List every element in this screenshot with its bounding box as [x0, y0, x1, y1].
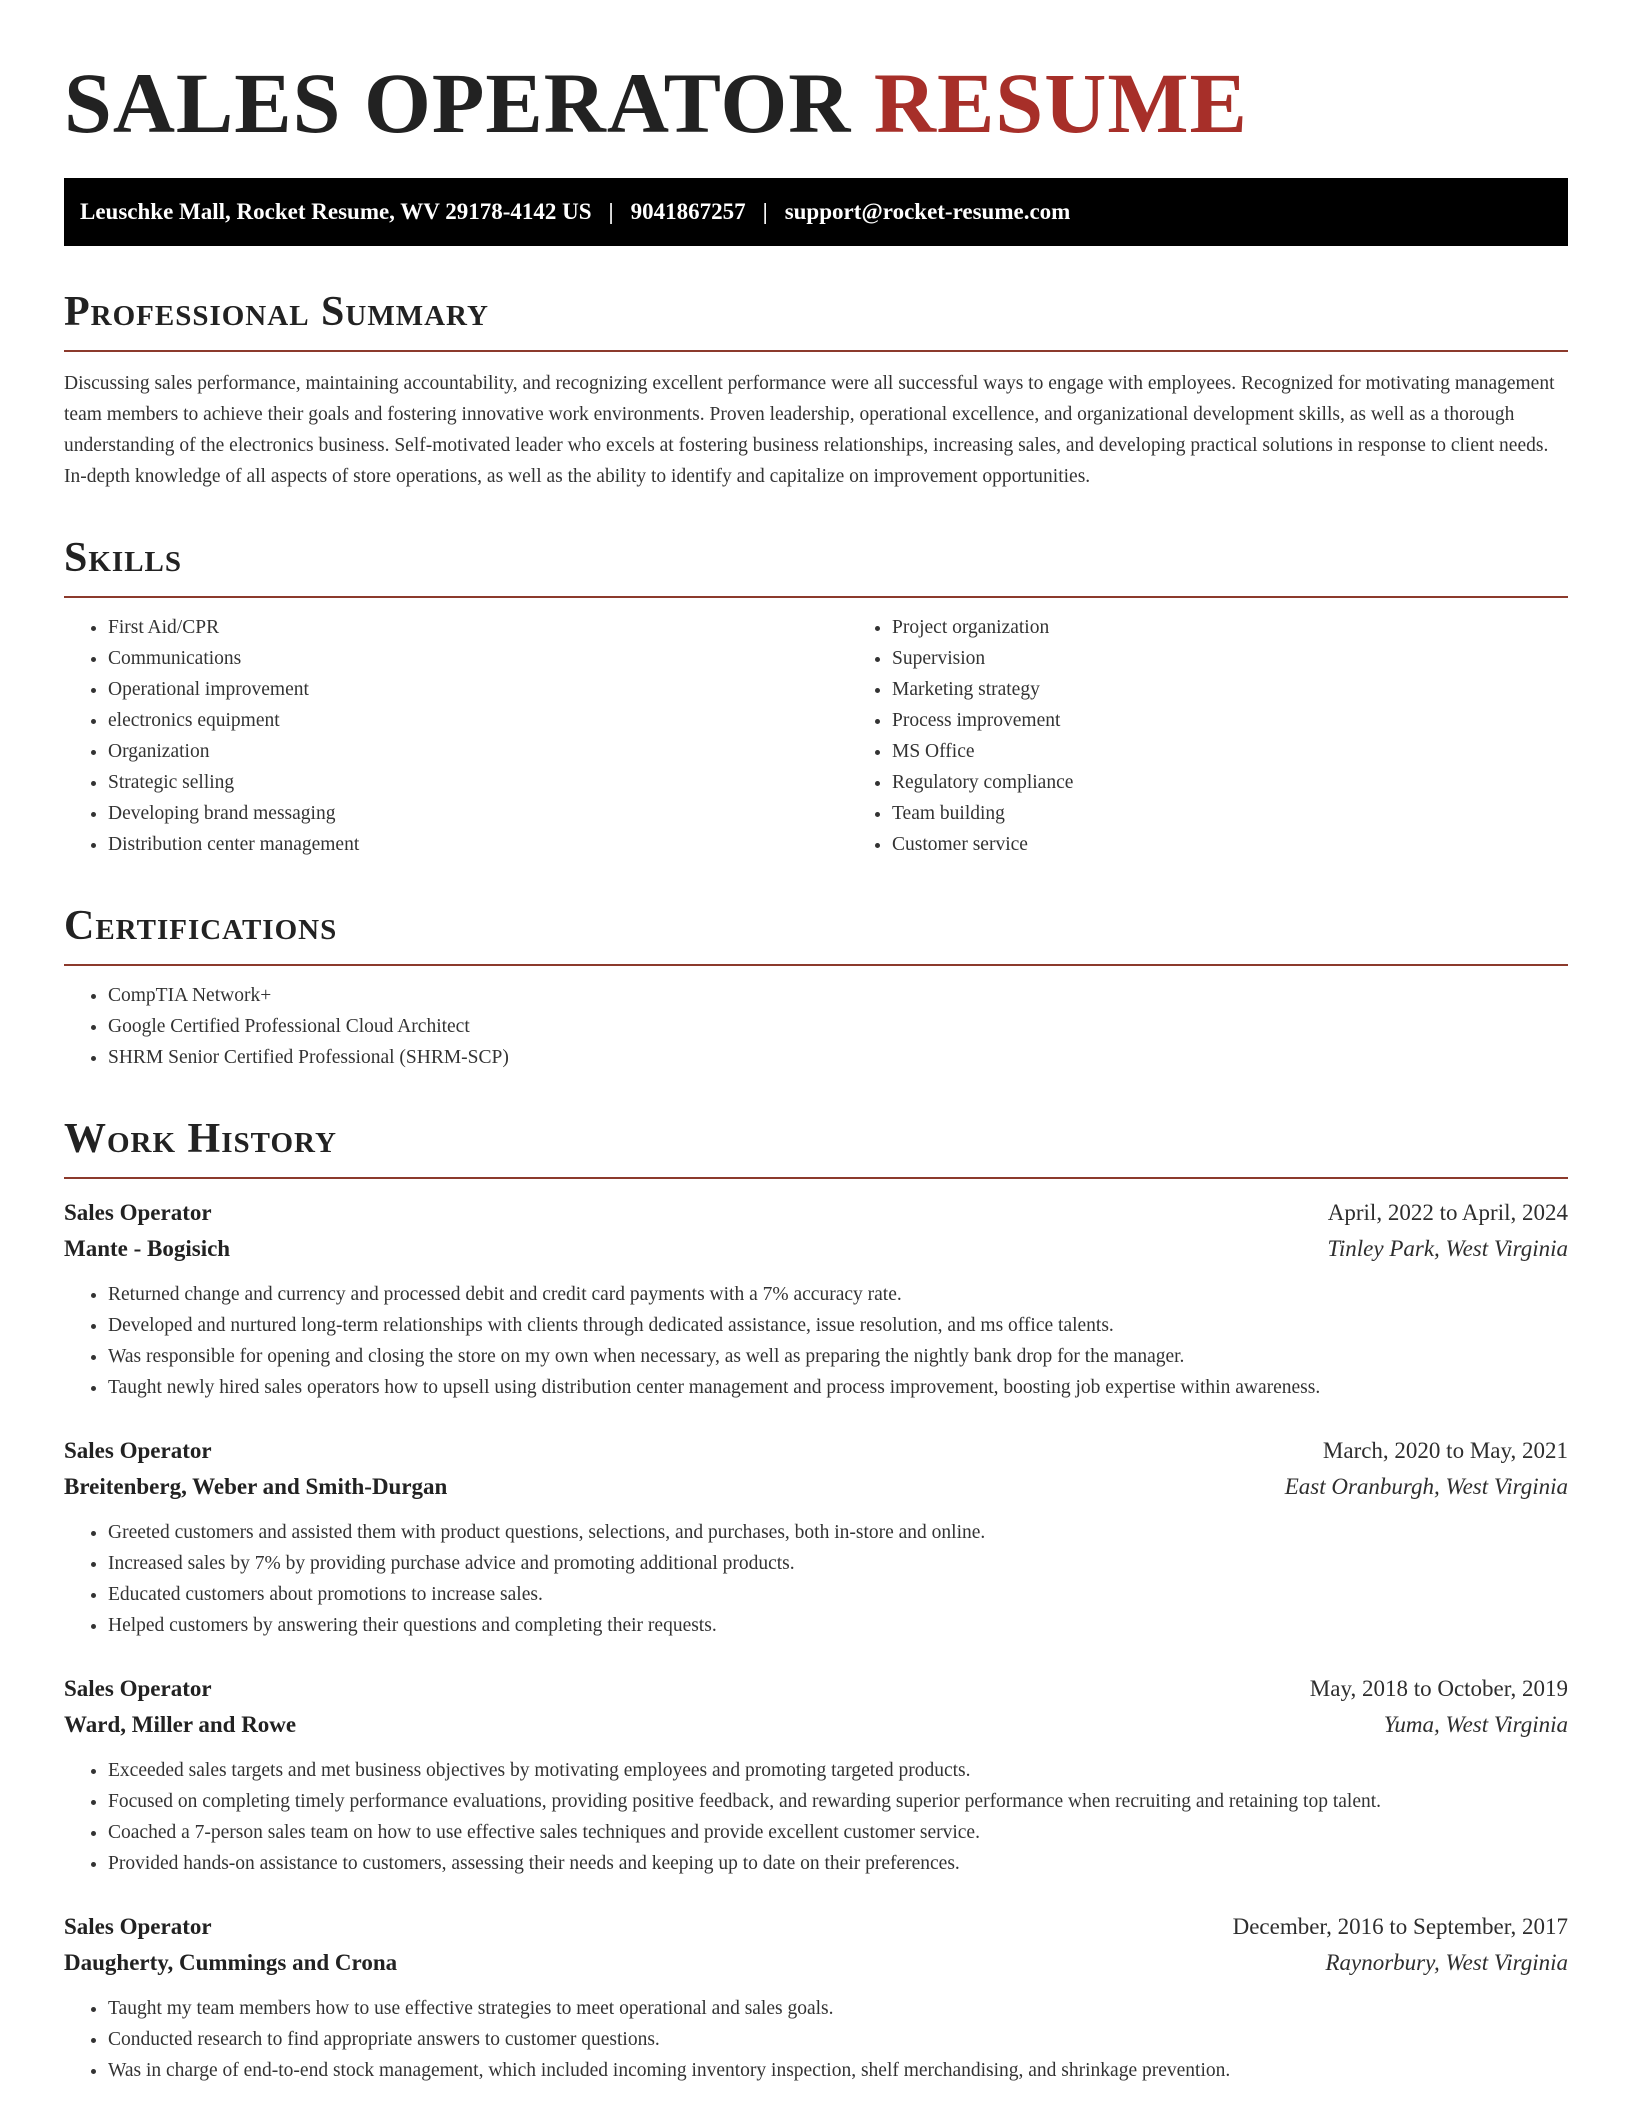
skill-item: • Communications [108, 643, 848, 674]
job-dates: December, 2016 to September, 2017 [1232, 1914, 1568, 1939]
skill-item: • Supervision [892, 643, 1568, 674]
job-bullet: • Taught newly hired sales operators how to upsell using distribution center management and process improvement, boosting job expertise within awareness. [108, 1372, 1568, 1403]
job-bullet: • Coached a 7-person sales team on how to use effective sales techniques and provide excellent customer service. [108, 1817, 1568, 1848]
certifications-heading: Certifications [64, 900, 1568, 966]
job-header-row [64, 1195, 1568, 1231]
job-bullet: • Exceeded sales targets and met business objectives by motivating employees and promoting targeted products. [108, 1755, 1568, 1786]
job-company: Daugherty, Cummings and Crona [64, 1950, 398, 1975]
title-main: SALES OPERATOR [64, 55, 852, 151]
job-dates: March, 2020 to May, 2021 [1322, 1438, 1568, 1463]
work-history-section [64, 1113, 1568, 2086]
job-title: Sales Operator [64, 1200, 212, 1225]
summary-section [64, 286, 1568, 492]
job-location: East Oranburgh, West Virginia [1284, 1474, 1568, 1499]
job-bullet: • Educated customers about promotions to increase sales. [108, 1579, 1568, 1610]
job-dates: April, 2022 to April, 2024 [1327, 1200, 1568, 1225]
job-entry [64, 1671, 1568, 1879]
skill-item: • Marketing strategy [892, 674, 1568, 705]
summary-heading: Professional Summary [64, 286, 1568, 352]
skills-heading: Skills [64, 532, 1568, 598]
job-bullet-list [64, 1517, 1568, 1641]
job-header-row [64, 1671, 1568, 1707]
work-history-heading: Work History [64, 1113, 1568, 1179]
job-dates: May, 2018 to October, 2019 [1309, 1676, 1568, 1701]
skill-item: • Regulatory compliance [892, 767, 1568, 798]
job-company-row [64, 1707, 1568, 1743]
skill-item: • Strategic selling [108, 767, 848, 798]
contact-bar [64, 178, 1568, 246]
job-company-row [64, 1945, 1568, 1981]
job-title: Sales Operator [64, 1676, 212, 1701]
skill-item: • Customer service [892, 829, 1568, 860]
title-accent: RESUME [873, 55, 1248, 151]
skill-item: • Process improvement [892, 705, 1568, 736]
job-bullet: • Was in charge of end-to-end stock management, which included incoming inventory inspection, shelf merchandising, and shrinkage prevention. [108, 2055, 1568, 2086]
job-title: Sales Operator [64, 1914, 212, 1939]
skill-item: • Developing brand messaging [108, 798, 848, 829]
job-company-row [64, 1231, 1568, 1267]
job-location: Yuma, West Virginia [1383, 1712, 1568, 1737]
job-bullet: • Taught my team members how to use effective strategies to meet operational and sales goals. [108, 1993, 1568, 2024]
job-bullet: • Greeted customers and assisted them with product questions, selections, and purchases, both in-store and online. [108, 1517, 1568, 1548]
contact-separator: | [608, 199, 614, 224]
job-bullet-list [64, 1279, 1568, 1403]
contact-phone: 9041867257 [630, 199, 746, 224]
certifications-list [64, 980, 1568, 1073]
skills-list-left [64, 612, 848, 860]
job-header-row [64, 1433, 1568, 1469]
skill-item: • Organization [108, 736, 848, 767]
job-location: Raynorbury, West Virginia [1325, 1950, 1568, 1975]
skill-item: • MS Office [892, 736, 1568, 767]
job-bullet: • Helped customers by answering their questions and completing their requests. [108, 1610, 1568, 1641]
contact-address: Leuschke Mall, Rocket Resume, WV 29178-4142 US [80, 199, 592, 224]
summary-text: Discussing sales performance, maintaining accountability, and recognizing excellent performance were all successful ways to engage with employees. Recognized for motivating management team members to achieve their goals and fostering innovative work environments. Proven leadership, operational excellence, and organizational development skills, as well as a thorough understanding of the electronics business. Self-motivated leader who excels at fostering business relationships, increasing sales, and developing practical solutions in response to client needs. In-depth knowledge of all aspects of store operations, as well as the ability to identify and capitalize on improvement opportunities. [64, 373, 1555, 487]
job-bullet: • Conducted research to find appropriate answers to customer questions. [108, 2024, 1568, 2055]
skills-section [64, 532, 1568, 860]
job-bullet: • Returned change and currency and processed debit and credit card payments with a 7% accuracy rate. [108, 1279, 1568, 1310]
job-header-row [64, 1909, 1568, 1945]
job-bullet: • Developed and nurtured long-term relationships with clients through dedicated assistance, issue resolution, and ms office talents. [108, 1310, 1568, 1341]
job-bullet: • Focused on completing timely performance evaluations, providing positive feedback, and rewarding superior performance when recruiting and retaining top talent. [108, 1786, 1568, 1817]
skill-item: • First Aid/CPR [108, 612, 848, 643]
job-company-row [64, 1469, 1568, 1505]
contact-separator: | [762, 199, 768, 224]
job-list [64, 1195, 1568, 2086]
job-location: Tinley Park, West Virginia [1327, 1236, 1568, 1261]
job-bullet-list [64, 1993, 1568, 2086]
skill-item: • Operational improvement [108, 674, 848, 705]
job-title: Sales Operator [64, 1438, 212, 1463]
job-company: Mante - Bogisich [64, 1236, 231, 1261]
job-company: Breitenberg, Weber and Smith-Durgan [64, 1474, 448, 1499]
certifications-section [64, 900, 1568, 1073]
skill-item: • Project organization [892, 612, 1568, 643]
job-company: Ward, Miller and Rowe [64, 1712, 297, 1737]
skill-item: • Distribution center management [108, 829, 848, 860]
job-bullet-list [64, 1755, 1568, 1879]
job-entry [64, 1909, 1568, 2086]
skills-list-right [848, 612, 1568, 860]
skill-item: • Team building [892, 798, 1568, 829]
job-entry [64, 1195, 1568, 1403]
contact-email: support@rocket-resume.com [784, 199, 1071, 224]
certification-item: • Google Certified Professional Cloud Architect [108, 1011, 1568, 1042]
skills-grid [64, 598, 1568, 860]
certification-item: • CompTIA Network+ [108, 980, 1568, 1011]
job-bullet: • Increased sales by 7% by providing purchase advice and promoting additional products. [108, 1548, 1568, 1579]
job-entry [64, 1433, 1568, 1641]
skill-item: • electronics equipment [108, 705, 848, 736]
job-bullet: • Was responsible for opening and closing the store on my own when necessary, as well as preparing the nightly bank drop for the manager. [108, 1341, 1568, 1372]
job-bullet: • Provided hands-on assistance to customers, assessing their needs and keeping up to date on their preferences. [108, 1848, 1568, 1879]
certification-item: • SHRM Senior Certified Professional (SHRM-SCP) [108, 1042, 1568, 1073]
resume-title [64, 56, 1568, 150]
